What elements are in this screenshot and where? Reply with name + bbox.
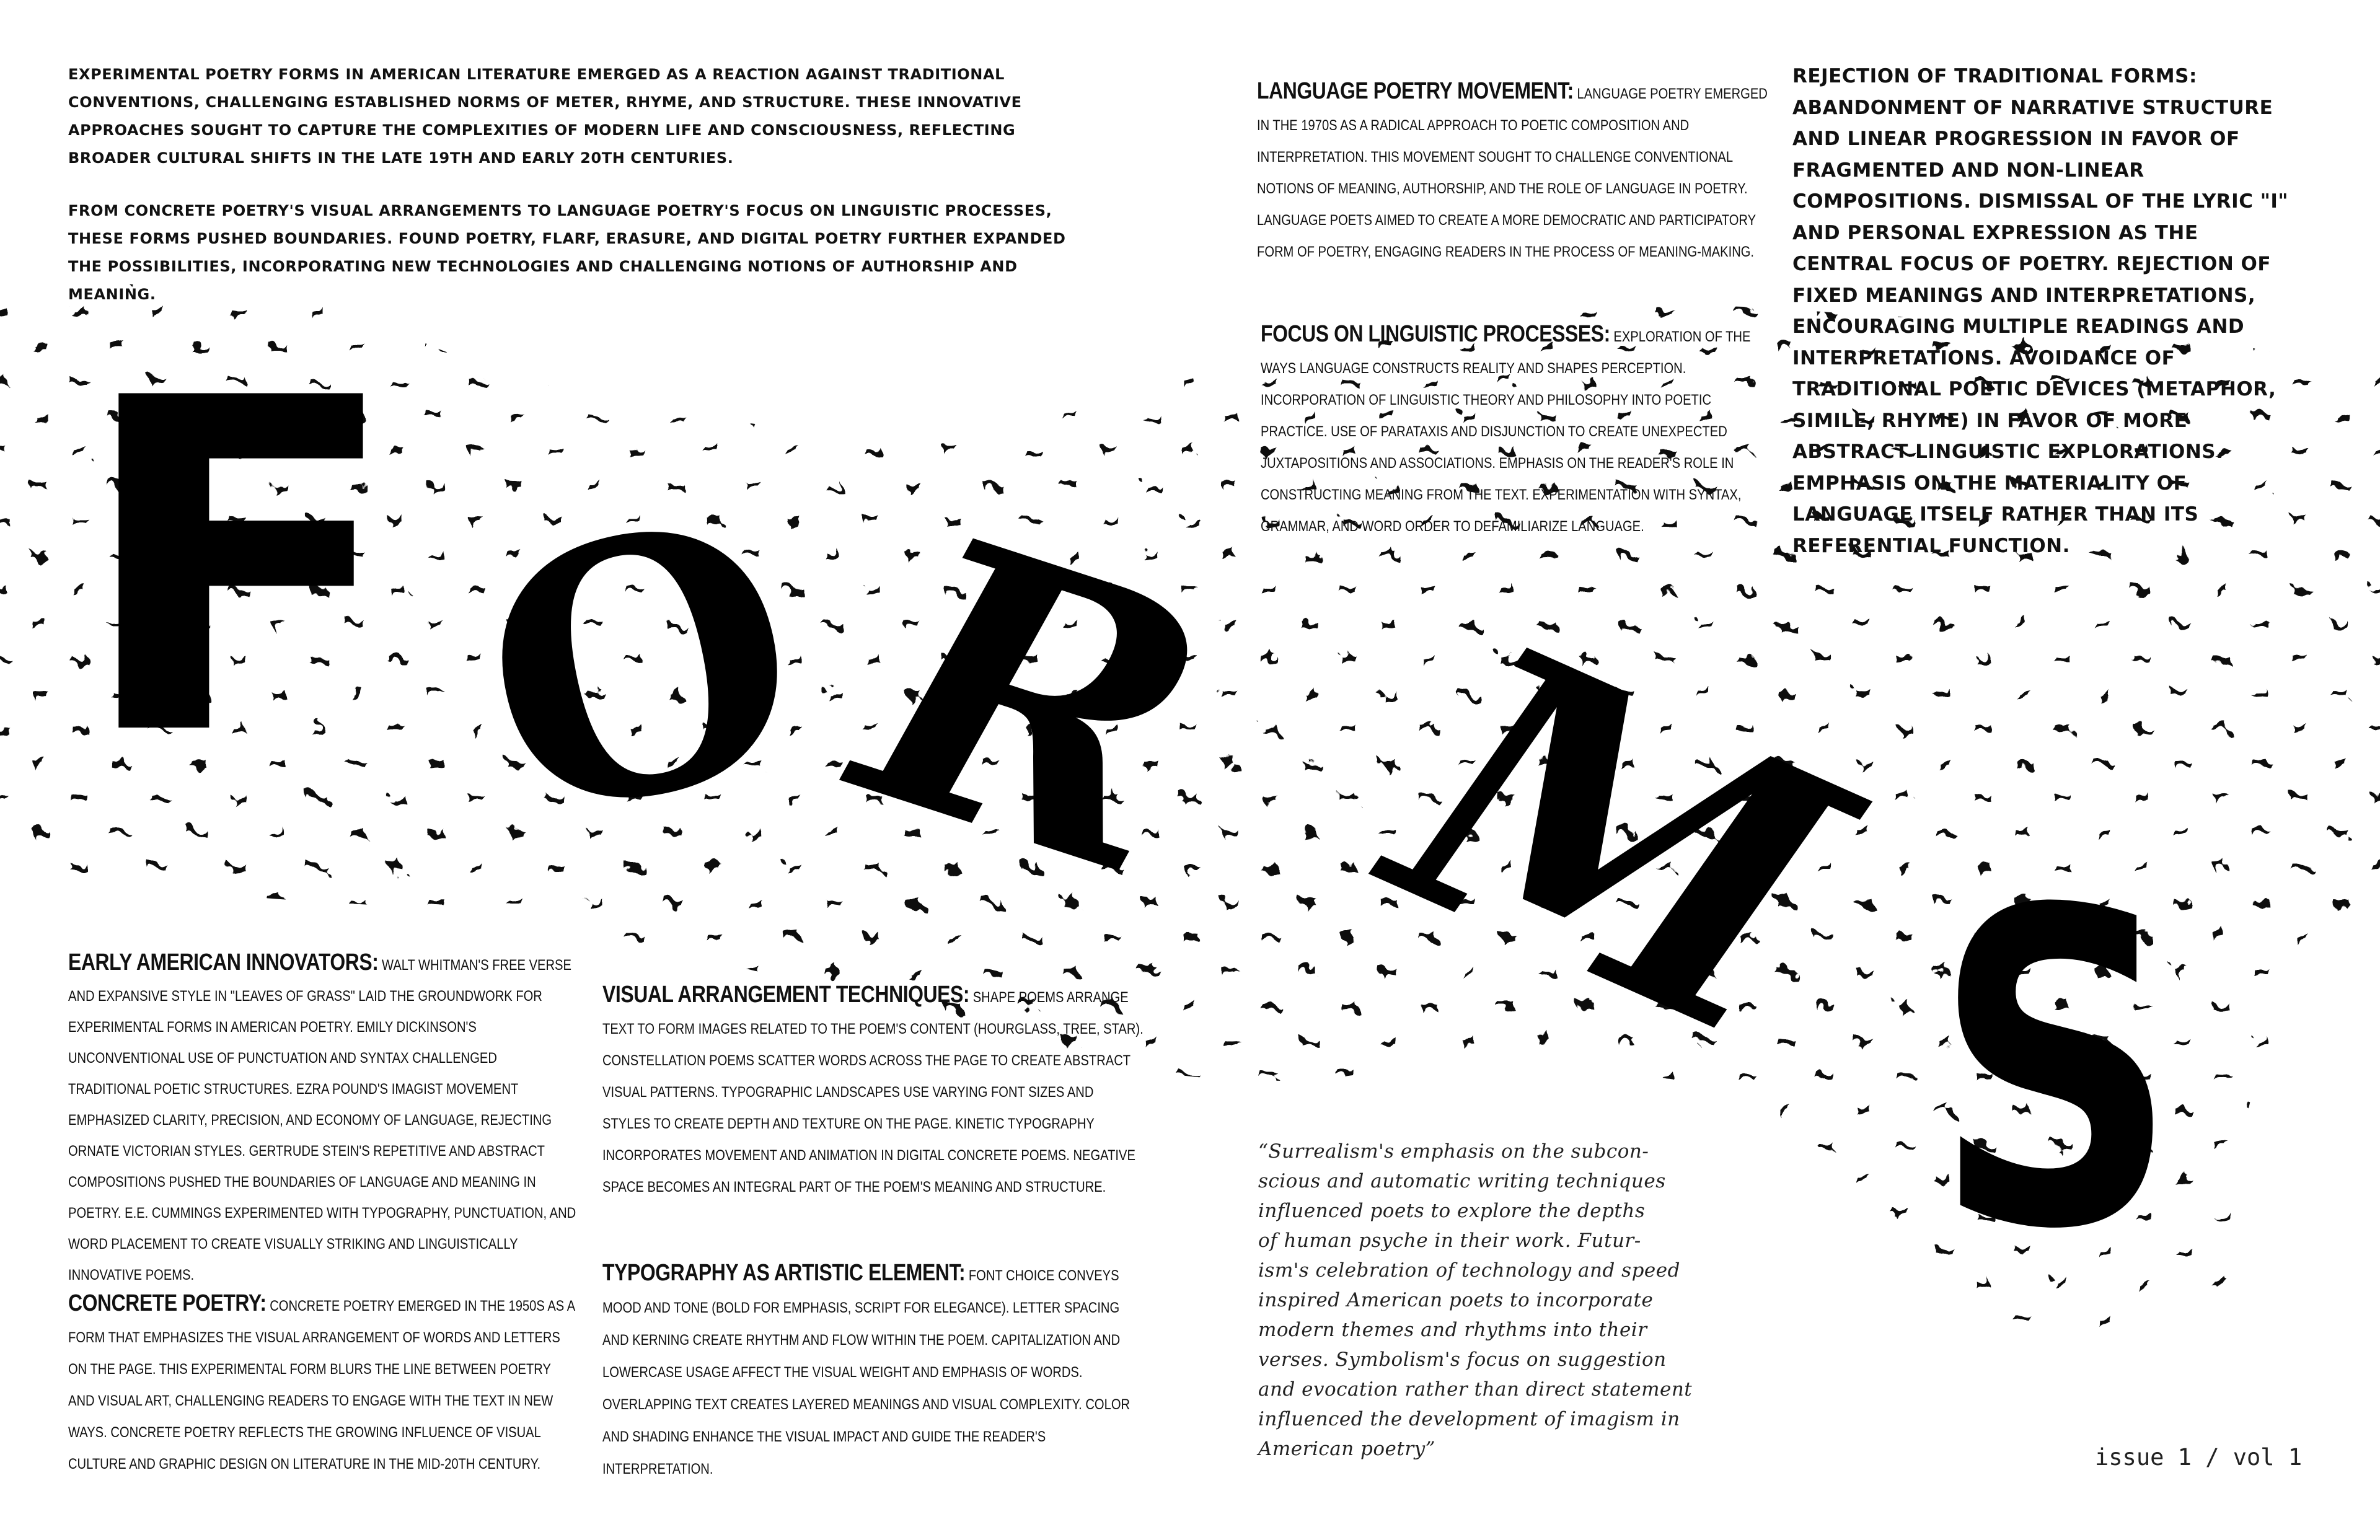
concrete-poetry-section (68, 1288, 578, 1480)
early-innovators-body: WALT WHITMAN'S FREE VERSE AND EXPANSIVE STYLE IN "LEAVES OF GRASS" LAID THE GROUNDWORK FOR EXPERIMENTAL FORMS IN AMERICAN POETRY. EMILY DICKINSON'S UNCONVENTIONAL USE OF PUNCTUATION AND SYNTAX CHALLENGED TRADITIONAL POETIC STRUCTURES. EZRA POUND'S IMAGIST MOVEMENT EMPHASIZED CLARITY, PRECISION, AND ECONOMY OF LANGUAGE, REJECTING ORNATE VICTORIAN STYLES. GERTRUDE STEIN'S REPETITIVE AND ABSTRACT COMPOSITIONS PUSHED THE BOUNDARIES OF LANGUAGE AND MEANING IN POETRY. E.E. CUMMINGS EXPERIMENTED WITH TYPOGRAPHY, PUNCTUATION, AND WORD PLACEMENT TO CREATE VISUALLY STRIKING AND LINGUISTICALLY INNOVATIVE POEMS. (68, 957, 576, 1283)
intro-text (68, 61, 1085, 333)
title-letter-s: S (1934, 819, 2178, 1324)
language-poetry-section (1257, 76, 1778, 268)
title-letter-m: M (1342, 559, 1897, 1126)
early-innovators-heading: EARLY AMERICAN INNOVATORS: (68, 949, 379, 975)
title-letter-o: O (450, 438, 831, 900)
language-poetry-heading: LANGUAGE POETRY MOVEMENT: (1257, 78, 1574, 104)
quote-block (1258, 1137, 1791, 1464)
visual-arrangement-body: SHAPE POEMS ARRANGE TEXT TO FORM IMAGES RELATED TO THE POEM'S CONTENT (HOURGLASS, TREE, STAR). CONSTELLATION POEMS SCATTER WORDS ACROSS THE PAGE TO CREATE ABSTRACT VISUAL PATTERNS. TYPOGRAPHIC LANDSCAPES USE VARYING FONT SIZES AND STYLES TO CREATE DEPTH AND TEXTURE ON THE PAGE. KINETIC TYPOGRAPHY INCORPORATES MOVEMENT AND ANIMATION IN DIGITAL CONCRETE POEMS. NEGATIVE SPACE BECOMES AN INTEGRAL PART OF THE POEM'S MEANING AND STRUCTURE. (602, 989, 1144, 1195)
intro-paragraph-2: FROM CONCRETE POETRY'S VISUAL ARRANGEMENTS TO LANGUAGE POETRY'S FOCUS ON LINGUISTIC PROCESSES, THESE FORMS PUSHED BOUNDARIES. FOUND POETRY, FLARF, ERASURE, AND DIGITAL POETRY FURTHER EXPANDED THE POSSIBILITIES, INCORPORATING NEW TECHNOLOGIES AND CHALLENGING NOTIONS OF AUTHORSHIP AND MEANING. (68, 202, 1066, 303)
typography-section (602, 1257, 1144, 1485)
rejection-section: REJECTION OF TRADITIONAL FORMS: ABANDONMENT OF NARRATIVE STRUCTURE AND LINEAR PROGRESSION IN FAVOR OF FRAGMENTED AND NON-LINEAR COMPOSITIONS. DISMISSAL OF THE LYRIC "I" AND PERSONAL EXPRESSION AS THE CENTRAL FOCUS OF POETRY. REJECTION OF FIXED MEANINGS AND INTERPRETATIONS, ENCOURAGING MULTIPLE READINGS AND INTERPRETATIONS. AVOIDANCE OF TRADITIONAL POETIC DEVICES (METAPHOR, SIMILE, RHYME) IN FAVOR OF MORE ABSTRACT LINGUISTIC EXPLORATIONS. EMPHASIS ON THE MATERIALITY OF LANGUAGE ITSELF RATHER THAN ITS REFERENTIAL FUNCTION. (1792, 65, 2289, 557)
quote-line: and evocation rather than direct statement (1258, 1378, 1693, 1401)
quote-line: verses. Symbolism's focus on suggestion (1258, 1349, 1667, 1371)
linguistic-processes-heading: FOCUS ON LINGUISTIC PROCESSES: (1261, 321, 1610, 347)
quote-line: influenced poets to explore the depths (1258, 1200, 1646, 1222)
concrete-poetry-body: CONCRETE POETRY EMERGED IN THE 1950S AS A FORM THAT EMPHASIZES THE VISUAL ARRANGEMENT OF WORDS AND LETTERS ON THE PAGE. THIS EXPERIMENTAL FORM BLURS THE LINE BETWEEN POETRY AND VISUAL ART, CHALLENGING READERS TO ENGAGE WITH THE TEXT IN NEW WAYS. CONCRETE POETRY REFLECTS THE GROWING INFLUENCE OF VISUAL CULTURE AND GRAPHIC DESIGN ON LITERATURE IN THE MID-20TH CENTURY. (68, 1298, 575, 1472)
concrete-poetry-heading: CONCRETE POETRY: (68, 1290, 267, 1316)
quote-line: American poetry” (1258, 1438, 1436, 1460)
title-letter-f: F (74, 302, 403, 836)
quote-line: influenced the development of imagism in (1258, 1408, 1680, 1430)
linguistic-processes-body: EXPLORATION OF THE WAYS LANGUAGE CONSTRUCTS REALITY AND SHAPES PERCEPTION. INCORPORATION OF LINGUISTIC THEORY AND PHILOSOPHY INTO POETIC PRACTICE. USE OF PARATAXIS AND DISJUNCTION TO CREATE UNEXPECTED JUXTAPOSITIONS AND ASSOCIATIONS. EMPHASIS ON THE READER'S ROLE IN CONSTRUCTING MEANING FROM THE TEXT. EXPERIMENTATION WITH SYNTAX, GRAMMAR, AND WORD ORDER TO DEFAMILIARIZE LANGUAGE. (1261, 328, 1751, 535)
quote-line: of human psyche in their work. Futur- (1258, 1230, 1641, 1252)
typography-body: FONT CHOICE CONVEYS MOOD AND TONE (BOLD FOR EMPHASIS, SCRIPT FOR ELEGANCE). LETTER SPACING AND KERNING CREATE RHYTHM AND FLOW WITHIN THE POEM. CAPITALIZATION AND LOWERCASE USAGE AFFECT THE VISUAL WEIGHT AND EMPHASIS OF WORDS. OVERLAPPING TEXT CREATES LAYERED MEANINGS AND VISUAL COMPLEXITY. COLOR AND SHADING ENHANCE THE VISUAL IMPACT AND GUIDE THE READER'S INTERPRETATION. (602, 1267, 1130, 1477)
issue-label: issue 1 / vol 1 (2095, 1444, 2303, 1471)
early-innovators-section (68, 947, 578, 1291)
quote-line: modern themes and rhythms into their (1258, 1319, 1647, 1341)
quote-line: “Surrealism's emphasis on the subcon- (1258, 1140, 1649, 1163)
intro-paragraph-1: EXPERIMENTAL POETRY FORMS IN AMERICAN LITERATURE EMERGED AS A REACTION AGAINST TRADITIONAL CONVENTIONS, CHALLENGING ESTABLISHED NORMS OF METER, RHYME, AND STRUCTURE. THESE INNOVATIVE APPROACHES SOUGHT TO CAPTURE THE COMPLEXITIES OF MODERN LIFE AND CONSCIOUSNESS, REFLECTING BROADER CULTURAL SHIFTS IN THE LATE 19TH AND EARLY 20TH CENTURIES. (68, 66, 1022, 167)
language-poetry-body: LANGUAGE POETRY EMERGED IN THE 1970S AS A RADICAL APPROACH TO POETIC COMPOSITION AND INTERPRETATION. THIS MOVEMENT SOUGHT TO CHALLENGE CONVENTIONAL NOTIONS OF MEANING, AUTHORSHIP, AND THE ROLE OF LANGUAGE IN POETRY. LANGUAGE POETS AIMED TO CREATE A MORE DEMOCRATIC AND PARTICIPATORY FORM OF POETRY, ENGAGING READERS IN THE PROCESS OF MEANING-MAKING. (1257, 86, 1768, 260)
quote-line: inspired American poets to incorporate (1258, 1289, 1654, 1311)
visual-arrangement-heading: VISUAL ARRANGEMENT TECHNIQUES: (602, 982, 970, 1008)
quote-line: ism's celebration of technology and speed (1258, 1259, 1680, 1282)
linguistic-processes-section (1261, 319, 1776, 542)
title-letter-r: R (820, 451, 1250, 962)
quote-line: scious and automatic writing techniques (1258, 1170, 1666, 1192)
visual-arrangement-section (602, 979, 1144, 1203)
typography-heading: TYPOGRAPHY AS ARTISTIC ELEMENT: (602, 1260, 966, 1286)
